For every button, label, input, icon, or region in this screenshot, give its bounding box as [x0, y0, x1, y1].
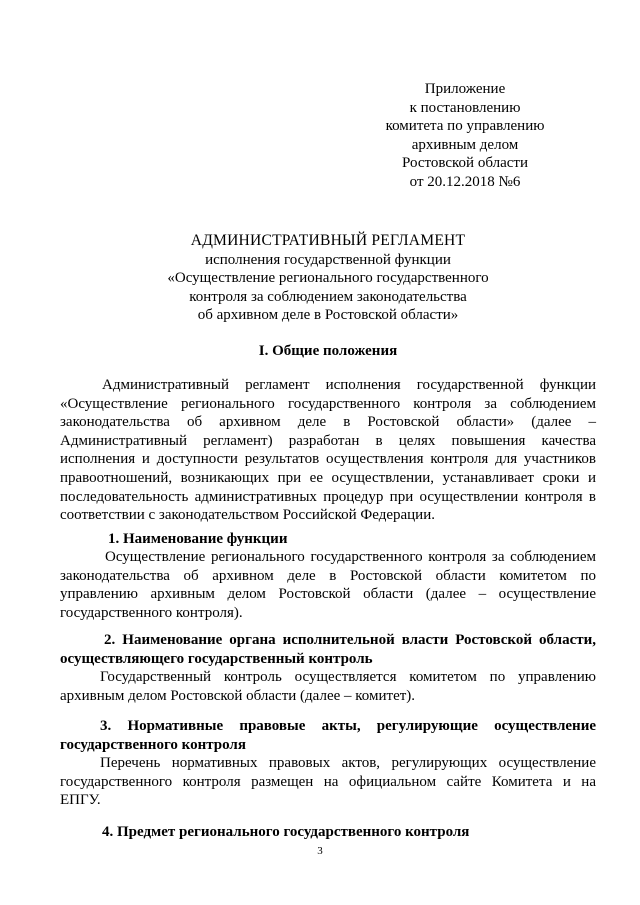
item3-heading: [60, 717, 596, 754]
paragraph-line: последовательность административных процедур при осуществлении контроля в: [60, 488, 596, 505]
item3-paragraph: [60, 754, 596, 810]
paragraph-line: управлению архивным делом Ростовской области (далее – осуществление: [60, 586, 596, 603]
paragraph-line: Административный регламент исполнения государственной функции: [102, 377, 596, 393]
item1-paragraph: [60, 548, 596, 622]
page-number: 3: [317, 845, 323, 857]
heading-line: осуществляющего государственный контроль: [60, 650, 373, 667]
title-line: контроля за соблюдением законодательства: [189, 288, 467, 305]
appendix-line: Приложение: [424, 81, 506, 97]
title-line: «Осуществление регионального государственного: [167, 270, 489, 287]
paragraph-line: государственного контроля).: [60, 604, 243, 621]
heading-line: 3. Нормативные правовые акты, регулирующие осуществление: [100, 718, 596, 734]
item4-heading: 4. Предмет регионального государственного контроля: [102, 824, 470, 840]
paragraph-line: государственного контроля размещен на официальном сайте Комитета и на: [60, 773, 596, 790]
item1-heading: 1. Наименование функции: [108, 531, 288, 547]
paragraph-line: Административный регламент) разработан в целях повышения качества: [60, 432, 596, 449]
title-line: об архивном деле в Ростовской области»: [197, 307, 459, 324]
appendix-line: Ростовской области: [402, 155, 528, 172]
document-title: [60, 232, 596, 325]
paragraph-line: архивным делом Ростовской области (далее – комитет).: [60, 687, 416, 704]
section-heading: I. Общие положения: [258, 343, 398, 359]
item2-heading: [60, 631, 596, 668]
appendix-line: архивным делом: [411, 136, 519, 153]
item2-paragraph: [60, 668, 596, 705]
section1-paragraph: [60, 376, 596, 525]
paragraph-line: Перечень нормативных правовых актов, регулирующих осуществление: [100, 755, 596, 771]
paragraph-line: правоотношений, возникающих при ее осуществлении, устанавливает сроки и: [60, 469, 596, 486]
appendix-line: комитета по управлению: [385, 118, 545, 135]
appendix-line: к постановлению: [409, 99, 521, 116]
paragraph-line: законодательства об архивном деле в Ростовской области» (далее –: [60, 414, 596, 431]
heading-line: государственного контроля: [60, 736, 246, 753]
appendix-block: [360, 80, 570, 192]
paragraph-line: исполнения и доступности результатов осуществления контроля для участников: [60, 451, 596, 468]
title-line: АДМИНИСТРАТИВНЫЙ РЕГЛАМЕНТ: [190, 232, 466, 249]
paragraph-line: Осуществление регионального государственного контроля за соблюдением: [105, 549, 596, 565]
paragraph-line: соответствии с законодательством Российской Федерации.: [60, 507, 435, 524]
title-line: исполнения государственной функции: [205, 251, 451, 268]
appendix-line: от 20.12.2018 №6: [409, 173, 521, 190]
paragraph-line: ЕПГУ.: [60, 792, 101, 809]
heading-line: 2. Наименование органа исполнительной власти Ростовской области,: [104, 632, 596, 648]
paragraph-line: Государственный контроль осуществляется комитетом по управлению: [100, 669, 596, 685]
paragraph-line: «Осуществление регионального государственного контроля за соблюдением: [60, 395, 596, 412]
paragraph-line: законодательства об архивном деле в Ростовской области комитетом по: [60, 567, 596, 584]
